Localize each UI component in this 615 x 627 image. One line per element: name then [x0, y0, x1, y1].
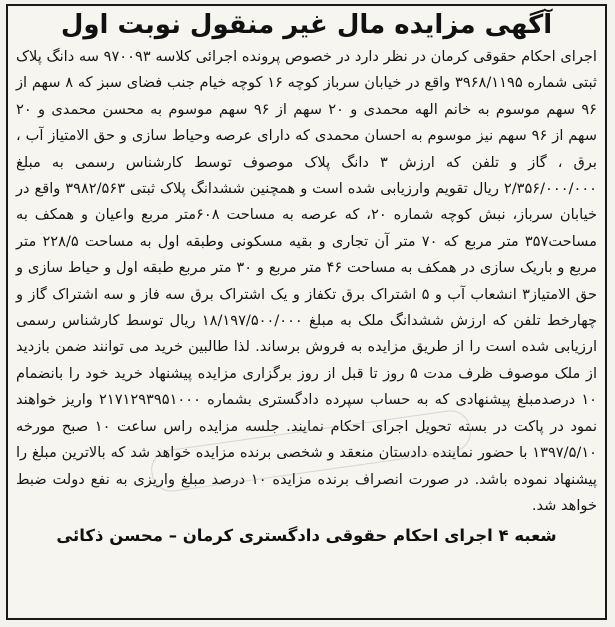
- notice-title: آگهی مزایده مال غیر منقول نوبت اول: [60, 10, 553, 40]
- notice-body: اجرای احکام حقوقی کرمان در نظر دارد در خصوص پرونده اجرائی کلاسه ۹۷۰۰۹۳ سه دانگ پلاک ثبتی شماره ۳۹۶۸/۱۱۹۵ واقع در خیابان سرباز کوچه ۱۶ کوچه خیام جنب فضای سبز که ۸ سهم از ۹۶ سهم موسوم به خانم الهه محمدی و ۲۰ سهم از ۹۶ سهم موسوم به محسن محمدی و ۲۰ سهم از ۹۶ سهم نیز موسوم به احسان محمدی که دارای عرصه وحیاط سازی و حق الامتیاز آب ، برق ، گاز و تلفن که ارزش ۳ دانگ پلاک موصوف توسط کارشناس رسمی به مبلغ ۲/۳۵۶/۰۰۰/۰۰۰ ریال تقویم وارزیابی شده است و همچنین ششدانگ پلاک ثبتی ۳۹۸۲/۵۶۳ واقع در خیابان سرباز، نبش کوچه شماره ۲۰، که عرصه به مساحت ۶۰۸متر مربع واعیان و همکف به مساحت۳۵۷ متر مربع که ۷۰ متر آن تجاری و بقیه مسکونی وطبقه اول به مساحت ۲۲۸/۵ متر مربع و باریک سازی در همکف به مساحت ۴۶ متر مربع و ۳۰ متر مربع طبقه اول و حیاط سازی و حق الامتیاز۳ انشعاب آب و ۵ اشتراک برق تکفاز و یک اشتراک برق سه فاز و سه اشتراک گاز و چهارخط تلفن که ارزش ششدانگ ملک به مبلغ ۱۸/۱۹۷/۵۰۰/۰۰۰ ریال توسط کارشناس رسمی ارزیابی شده است را از طریق مزایده به فروش برساند. لذا طالبین خرید می توانند ضمن بازدید از ملک موصوف ظرف مدت ۵ روز تا قبل از روز برگزاری مزایده پیشنهاد خرید خود را بانضمام ۱۰ درصدمبلغ پیشنهادی که به حساب سپرده دادگستری بشماره ۲۱۷۱۲۹۳۹۵۱۰۰۰ واریز خواهند نمود در پاکت در بسته تحویل اجرای احکام نمایند. جلسه مزایده راس ساعت ۱۰ صبح مورخه ۱۳۹۷/۵/۱۰ با حضور نماینده دادستان منعقد و شخصی برنده مزایده خواهد شد که بالاترین مبلغ را پیشنهاد نموده باشد. در صورت انصراف برنده مزایده ۱۰ درصد مبلغ واریزی به نفع دولت ضبط خواهد شد.: [16, 48, 598, 514]
- notice-signature: شعبه ۴ اجرای احکام حقوقی دادگستری کرمان – محسن ذکائی: [56, 526, 557, 546]
- auction-notice: [6, 4, 607, 620]
